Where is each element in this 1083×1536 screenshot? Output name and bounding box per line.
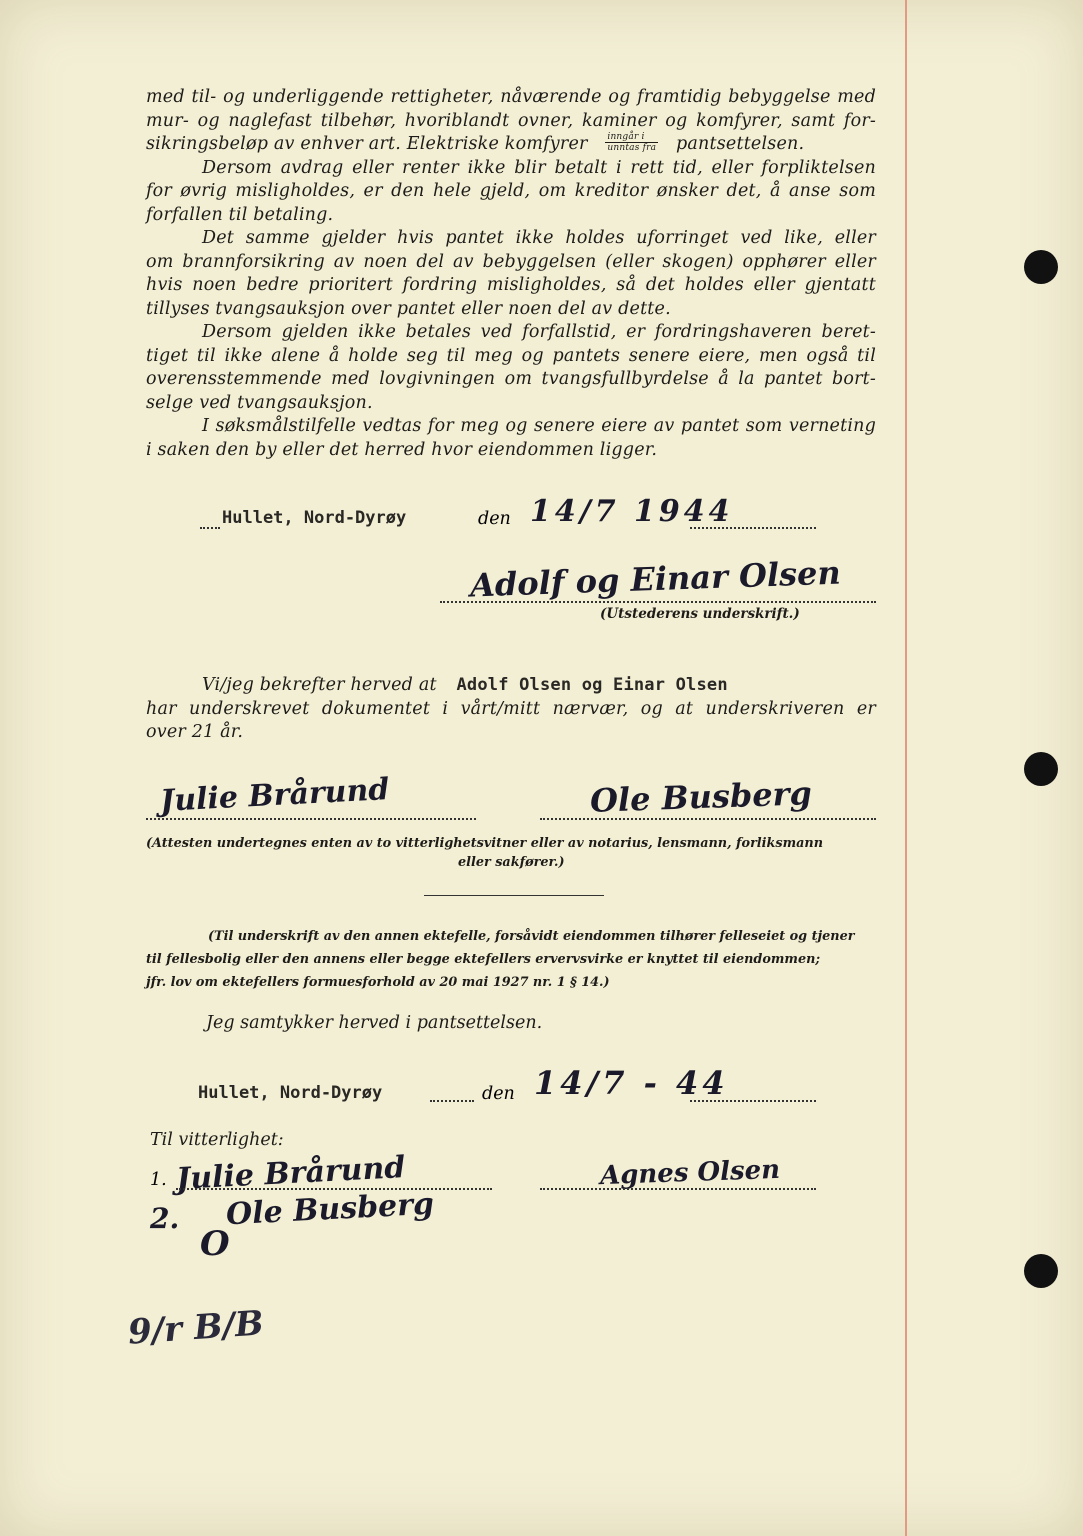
signature-line	[540, 818, 876, 820]
body-line: i saken den by eller det herred hvor eiendommen ligger.	[146, 439, 658, 460]
signature-line	[146, 818, 476, 820]
confirmation-line: over 21 år.	[146, 722, 244, 742]
signature-line	[440, 601, 876, 603]
date-handwritten: 14/7 1944	[530, 494, 734, 529]
body-line: mur- og naglefast tilbehør, hvoriblandt ovner, kaminer og komfyrer, samt for-	[146, 110, 876, 131]
body-line: med til- og underliggende rettigheter, nåværende og framtidig bebyggelse med	[146, 87, 876, 107]
body-line: for øvrig misligholdes, er den hele gjeld, om kreditor ønsker det, å anse som	[146, 181, 876, 201]
margin-note: 9/r B/B	[126, 1303, 265, 1353]
signature-line	[176, 1188, 492, 1190]
fraction-denominator: unntas fra	[607, 143, 657, 153]
issuer-signature: Adolf og Einar Olsen	[469, 553, 842, 605]
body-line: Dersom avdrag eller renter ikke blir betalt i rett tid, eller forpliktelsen	[202, 157, 876, 178]
body-line: Det samme gjelder hvis pantet ikke holdes uforringet ved like, eller	[202, 228, 876, 248]
fraction-numerator: inngår i	[605, 132, 658, 143]
signers-typed: Adolf Olsen og Einar Olsen	[456, 675, 728, 695]
dotted-line	[430, 1100, 474, 1102]
confirmation-text	[146, 674, 876, 745]
spouse-signature: Agnes Olsen	[599, 1154, 781, 1192]
spouse-note: (Til underskrift av den annen ektefelle, forsåvidt eiendommen tilhører felleseiet og tjener	[208, 929, 855, 944]
body-line: tillyses tvangsauksjon over pantet eller noen del av dette.	[146, 298, 671, 319]
punch-hole	[1024, 250, 1058, 284]
inclusion-fraction	[605, 132, 658, 153]
place-typed: Hullet, Nord-Dyrøy	[222, 508, 407, 528]
body-line: Dersom gjelden ikke betales ved forfallstid, er fordringshaveren beret-	[202, 322, 876, 342]
body-line: hvis noen bedre prioritert fordring misligholdes, så det holdes eller gjentatt	[146, 275, 876, 295]
body-text-fragment: sikringsbeløp av enhver art. Elektriske komfyrer	[146, 134, 588, 154]
body-line: overensstemmende med lovgivningen om tvangsfullbyrdelse å la pantet bort-	[146, 369, 876, 389]
body-line: I søksmålstilfelle vedtas for meg og senere eiere av pantet som verneting	[202, 416, 876, 436]
body-line: tiget til ikke alene å holde seg til meg og pantets senere eiere, men også til	[146, 345, 876, 366]
witness-signature-1: Julie Brårund	[175, 1150, 407, 1197]
divider	[424, 895, 604, 896]
den-label: den	[482, 1084, 515, 1104]
body-line: om brannforsikring av noen del av bebyggelsen (eller skogen) opphører eller	[146, 251, 876, 272]
body-text-fragment: pantsettelsen.	[675, 134, 805, 154]
signature-caption: (Utstederens underskrift.)	[600, 606, 800, 622]
body-line: selge ved tvangsauksjon.	[146, 392, 373, 413]
witness-signature-2: Ole Busberg	[225, 1186, 435, 1233]
punch-hole	[1024, 752, 1058, 786]
dotted-line	[690, 1100, 816, 1102]
confirmation-lead: Vi/jeg bekrefter herved at	[202, 675, 437, 695]
spouse-note: jfr. lov om ektefellers formuesforhold av 20 mai 1927 nr. 1 § 14.)	[146, 975, 610, 990]
confirmation-line: har underskrevet dokumentet i vårt/mitt nærvær, og at underskriveren er	[146, 698, 876, 719]
punch-hole	[1024, 1254, 1058, 1288]
witness-signature-1: Julie Brårund	[159, 772, 391, 819]
handwritten-mark: O	[200, 1224, 230, 1264]
date-handwritten: 14/7 - 44	[534, 1064, 729, 1102]
signature-line	[540, 1188, 816, 1190]
body-line-komfyrer	[146, 133, 876, 157]
body-line: forfallen til betaling.	[146, 204, 334, 225]
attestation-note: (Attesten undertegnes enten av to vitterlighetsvitner eller av notarius, lensmann, forliksmann	[146, 836, 824, 851]
witness-signature-2: Ole Busberg	[589, 774, 813, 820]
den-label: den	[478, 509, 511, 529]
place-typed: Hullet, Nord-Dyrøy	[198, 1083, 383, 1103]
body-text	[146, 86, 876, 462]
margin-rule	[905, 0, 907, 1536]
consent-text: Jeg samtykker herved i pantsettelsen.	[206, 1013, 543, 1033]
witness-number: 1.	[150, 1170, 167, 1190]
dotted-line	[200, 527, 220, 529]
confirmation-line	[146, 674, 876, 698]
dotted-line	[690, 527, 816, 529]
witness-label: Til vitterlighet:	[150, 1130, 284, 1150]
spouse-note: til fellesbolig eller den annens eller begge ektefellers ervervsvirke er knyttet til eiendommen;	[146, 952, 821, 967]
attestation-note: eller sakfører.)	[458, 855, 565, 870]
witness-number: 2.	[150, 1202, 180, 1235]
